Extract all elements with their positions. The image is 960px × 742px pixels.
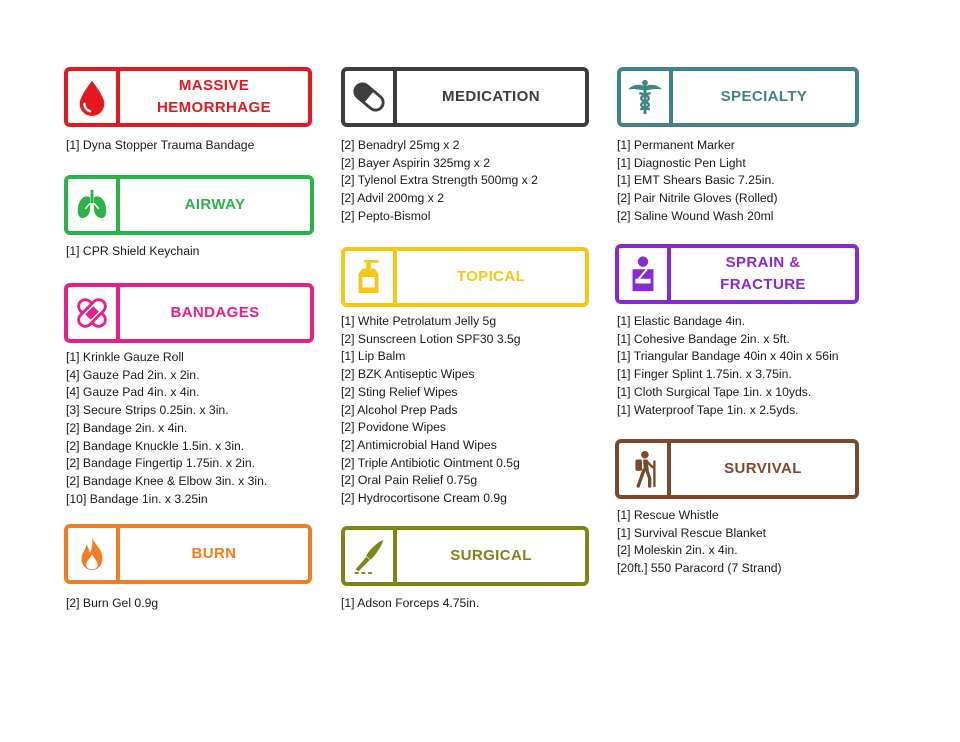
category-title: MEDICATION <box>442 88 540 105</box>
icon-box <box>345 71 397 123</box>
list-item: [1] CPR Shield Keychain <box>66 244 200 258</box>
category-card-survival <box>615 439 859 499</box>
item-list-medication <box>341 137 538 226</box>
category-card-burn <box>64 524 312 584</box>
list-item: [1] Diagnostic Pen Light <box>617 155 746 170</box>
item-list-topical <box>341 313 521 508</box>
item-list-bandages <box>66 349 267 508</box>
list-item: [2] Burn Gel 0.9g <box>66 596 159 610</box>
category-card-massive-hemorrhage <box>64 67 312 127</box>
list-item: [1] Finger Splint 1.75in. x 3.75in. <box>617 367 792 382</box>
category-card-topical <box>341 247 589 307</box>
category-card-bandages <box>64 283 314 343</box>
category-card-airway <box>64 175 314 235</box>
list-item: [2] Pair Nitrile Gloves (Rolled) <box>617 191 778 206</box>
crossed-bandages-icon <box>73 294 111 332</box>
item-list-burn <box>66 595 158 613</box>
list-item: [1] Rescue Whistle <box>617 508 719 522</box>
icon-box <box>619 443 671 495</box>
list-item: [1] Cohesive Bandage 2in. x 5ft. <box>617 331 790 346</box>
icon-box <box>345 530 397 582</box>
list-item: [1] Survival Rescue Blanket <box>617 525 767 540</box>
list-item: [2] Antimicrobial Hand Wipes <box>341 437 497 452</box>
list-item: [2] BZK Antiseptic Wipes <box>341 367 475 382</box>
list-item: [2] Oral Pain Relief 0.75g <box>341 473 478 488</box>
icon-box <box>68 528 120 580</box>
category-title: BURN <box>191 545 237 562</box>
list-item: [2] Povidone Wipes <box>341 420 447 435</box>
scalpel-icon <box>350 537 388 575</box>
list-item: [2] Bandage Knuckle 1.5in. x 3in. <box>66 438 245 453</box>
category-card-sprain-fracture <box>615 244 859 304</box>
list-item: [4] Gauze Pad 4in. x 4in. <box>66 385 200 400</box>
category-card-surgical <box>341 526 589 586</box>
icon-box <box>68 287 120 339</box>
list-item: [1] White Petrolatum Jelly 5g <box>341 314 497 328</box>
item-list-sprain-fracture <box>617 313 839 419</box>
list-item: [1] Cloth Surgical Tape 1in. x 10yds. <box>617 384 812 399</box>
lungs-icon <box>73 186 111 224</box>
icon-box <box>68 179 120 231</box>
icon-box <box>619 248 671 300</box>
pill-capsule-icon <box>350 78 388 116</box>
hiker-icon <box>624 450 662 488</box>
item-list-massive-hemorrhage <box>66 137 254 155</box>
list-item: [2] Moleskin 2in. x 4in. <box>617 543 738 558</box>
list-item: [2] Bandage Knee & Elbow 3in. x 3in. <box>66 473 268 488</box>
list-item: [3] Secure Strips 0.25in. x 3in. <box>66 403 229 418</box>
category-title: TOPICAL <box>456 268 526 285</box>
list-item: [1] Dyna Stopper Trauma Bandage <box>66 138 255 152</box>
category-title: SPRAIN & FRACTURE <box>720 254 806 293</box>
list-item: [2] Hydrocortisone Cream 0.9g <box>341 491 507 506</box>
list-item: [1] Elastic Bandage 4in. <box>617 314 746 328</box>
icon-box <box>621 71 673 123</box>
list-item: [2] Sting Relief Wipes <box>341 384 458 399</box>
flame-icon <box>73 535 111 573</box>
list-item: [1] Triangular Bandage 40in x 40in x 56in <box>617 349 839 364</box>
item-list-specialty <box>617 137 778 226</box>
list-item: [1] Permanent Marker <box>617 138 735 152</box>
category-title: SPECIALTY <box>720 88 808 105</box>
category-title: SURVIVAL <box>724 460 802 477</box>
list-item: [20ft.] 550 Paracord (7 Strand) <box>617 561 782 576</box>
list-item: [2] Tylenol Extra Strength 500mg x 2 <box>341 173 538 188</box>
list-item: [1] Lip Balm <box>341 349 406 364</box>
arm-sling-icon <box>624 255 662 293</box>
item-list-surgical <box>341 595 479 613</box>
list-item: [2] Bandage 2in. x 4in. <box>66 420 188 435</box>
list-item: [2] Alcohol Prep Pads <box>341 402 458 417</box>
category-title: SURGICAL <box>450 547 532 564</box>
list-item: [2] Bayer Aspirin 325mg x 2 <box>341 155 491 170</box>
item-list-airway <box>66 243 199 261</box>
list-item: [2] Triple Antibiotic Ointment 0.5g <box>341 455 520 470</box>
category-title: MASSIVE HEMORRHAGE <box>156 77 271 116</box>
list-item: [2] Advil 200mg x 2 <box>341 191 444 206</box>
pump-bottle-icon <box>350 258 388 296</box>
caduceus-icon <box>626 78 664 116</box>
list-item: [2] Bandage Fingertip 1.75in. x 2in. <box>66 456 256 471</box>
list-item: [1] Adson Forceps 4.75in. <box>341 596 480 610</box>
list-item: [2] Sunscreen Lotion SPF30 3.5g <box>341 331 521 346</box>
blood-drop-icon <box>73 78 111 116</box>
list-item: [1] Waterproof Tape 1in. x 2.5yds. <box>617 402 799 417</box>
list-item: [4] Gauze Pad 2in. x 2in. <box>66 367 200 382</box>
list-item: [1] EMT Shears Basic 7.25in. <box>617 173 775 188</box>
list-item: [10] Bandage 1in. x 3.25in <box>66 491 208 506</box>
category-title: AIRWAY <box>184 196 246 213</box>
list-item: [2] Pepto-Bismol <box>341 208 431 223</box>
category-card-specialty <box>617 67 859 127</box>
icon-box <box>68 71 120 123</box>
category-card-medication <box>341 67 589 127</box>
item-list-survival <box>617 507 782 578</box>
list-item: [1] Krinkle Gauze Roll <box>66 350 184 364</box>
icon-box <box>345 251 397 303</box>
category-title: BANDAGES <box>170 304 260 321</box>
list-item: [2] Benadryl 25mg x 2 <box>341 138 460 152</box>
list-item: [2] Saline Wound Wash 20ml <box>617 208 774 223</box>
